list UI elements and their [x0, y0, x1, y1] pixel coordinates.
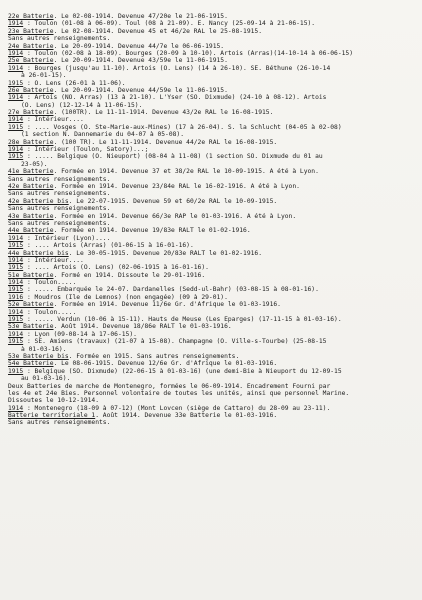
text-line [8, 131, 414, 138]
underlined-heading: 1915 [8, 264, 24, 272]
underlined-heading: 1914 [8, 146, 24, 154]
underlined-heading: 1914 [8, 404, 24, 412]
line-text: . Formée en 1914. Devenue 23/84e RAL le 16-02-1916. A été à Lyon. [53, 182, 300, 190]
text-line [8, 250, 414, 257]
line-text: Sans autres renseignements. [8, 219, 111, 227]
line-text: . Formé en 1914. Dissoute le 29-01-1916. [53, 271, 206, 279]
underlined-heading: 43e Batterie [8, 212, 54, 220]
line-text: : Toulon..... [23, 308, 77, 316]
line-text: . Le 20-09-1914. Devenue 44/59e le 11-06-1915. [53, 86, 228, 94]
line-text: . Le 20-09-1914. Devenue 44/7e le 06-06-1915. [53, 42, 225, 50]
text-line [8, 309, 414, 316]
line-text: Sans autres renseignements. [8, 190, 111, 198]
line-text: 23-05). [21, 160, 48, 168]
underlined-heading: 1914 [8, 116, 24, 124]
underlined-heading: 52e Batterie [8, 301, 54, 309]
text-line [8, 338, 414, 345]
underlined-heading: 27e Batterie [8, 109, 54, 117]
underlined-heading: 1915 [8, 367, 24, 375]
line-text: . Août 1914. Devenue 18/86e RALT le 01-03-1916. [53, 323, 232, 331]
underlined-heading: 54e Batterie [8, 360, 54, 368]
line-text: . Le 02-08-1914. Devenue 47/20e le 21-06-1915. [53, 13, 228, 20]
underlined-heading: 1915 [8, 338, 24, 346]
underlined-heading: 1914 [8, 20, 24, 28]
line-text: : O. Lens (26-01 à 11-06). [23, 79, 126, 87]
text-line [8, 360, 414, 367]
line-text: : Artois (NO. Arras) (13 à 21-10). L'Yser (SO. Dixmude) (24-10 à 08-12). Artois [23, 94, 327, 102]
text-line [8, 272, 414, 279]
line-text: . Formée en 1914. Devenue 19/83e RALT le 01-02-1916. [53, 227, 251, 235]
text-line [8, 375, 414, 382]
line-text: : Intérieur (Toulon, Satory)...; [23, 146, 149, 154]
underlined-heading: 28e Batterie [8, 138, 54, 146]
line-text: Sans autres renseignements. [8, 419, 111, 427]
line-text: : SE. Amiens (travaux) (21-07 à 15-08). Champagne (O. Ville-s-Tourbe) (25-08-15 [23, 338, 327, 346]
line-text: : Toulon (02-08 à 18-09). Bourges (20-09 à 10-10). Artois (Arras)(14-10-14 à 06-06-15) [23, 49, 353, 57]
text-line [8, 323, 414, 330]
text-line [8, 205, 414, 212]
line-text: : .... Artois (Arras) (01-06-15 à 16-01-16). [23, 242, 194, 250]
text-line [8, 139, 414, 146]
underlined-heading: 1914 [8, 279, 24, 287]
text-line [8, 301, 414, 308]
line-text: . Formée en 1915. Sans autres renseignements. [68, 352, 240, 360]
line-text: (O. Lens) (12-12-14 à 11-06-15). [21, 101, 143, 109]
underlined-heading: 1914 [8, 234, 24, 242]
text-line [8, 116, 414, 123]
line-text: : Intérieur (Lyon).... [23, 234, 111, 242]
text-line [8, 80, 414, 87]
line-text: . Le 02-08-1914. Devenue 45 et 46/2e RAL le 25-08-1915. [53, 27, 263, 35]
underlined-heading: 1915 [8, 242, 24, 250]
line-text: Deux Batteries de marche de Montenegro, formées le 06-09-1914. Encadrement Fourni par [8, 382, 331, 390]
line-text: : .... Vosges (O. Ste-Marie-aux-Mines) (17 à 26-04). S. la Schlucht (04-05 à 02-08) [23, 123, 342, 131]
underlined-heading: 22e Batterie [8, 13, 54, 20]
text-line [8, 35, 414, 42]
line-text: . Le 08-06-1915. Devenue 12/6e Gr. d'Afrique le 01-03-1916. [53, 360, 278, 368]
text-line [8, 220, 414, 227]
underlined-heading: 41e Batterie [8, 168, 54, 176]
text-line [8, 50, 414, 57]
underlined-heading: 23e Batterie [8, 27, 54, 35]
underlined-heading: 25e Batterie [8, 57, 54, 65]
text-line [8, 257, 414, 264]
line-text: les 4e et 24e Bies. Personnel volontaire de toutes les unités, ainsi que personnel Marine. [8, 389, 350, 397]
text-line [8, 13, 414, 20]
text-line [8, 183, 414, 190]
text-line [8, 20, 414, 27]
line-text: . Le 30-05-1915. Devenue 20/83e RALT le 01-02-1916. [68, 249, 263, 257]
text-line [8, 397, 414, 404]
line-text: : Moudros (Ile de Lemnos) (non engagée) (09 à 29-01). [23, 293, 228, 301]
underlined-heading: 1915 [8, 316, 24, 324]
line-text: : Belgique (SO. Dixmude) (22-06-15 à 01-03-16) (une demi-Bie à Nieuport du 12-09-15 [23, 367, 342, 375]
underlined-heading: 24e Batterie [8, 42, 54, 50]
line-text: Sans autres renseignements. [8, 175, 111, 183]
underlined-heading: 1914 [8, 49, 24, 57]
text-line [8, 235, 414, 242]
line-text: . (100 TR). Le 11-11-1914. Devenue 44/2e RAL le 16-08-1915. [53, 138, 278, 146]
underlined-heading: 1915 [8, 286, 24, 294]
line-text: . Formée en 1914. Devenue 11/6e Gr. d'Afrique le 01-03-1916. [53, 301, 281, 309]
line-text: : ..... Embarquée le 24-07. Dardanelles (Sedd-ul-Bahr) (03-08-15 à 08-01-16). [23, 286, 319, 294]
underlined-heading: 1916 [8, 293, 24, 301]
text-line [8, 412, 414, 419]
text-line [8, 94, 414, 101]
text-line [8, 279, 414, 286]
text-line [8, 198, 414, 205]
underlined-heading: 53e Batterie bis [8, 352, 69, 360]
line-text: . Formée en 1914. Devenue 37 et 38/2e RAL le 10-09-1915. A été à Lyon. [53, 168, 319, 176]
line-text: Dissoutes le 10-12-1914. [8, 397, 99, 405]
text-line [8, 331, 414, 338]
text-line [8, 146, 414, 153]
text-line [8, 213, 414, 220]
line-text: : Bourges (jusqu'au 11-10). Artois (O. Lens) (14 à 26-10). SE. Béthune (26-10-14 [23, 64, 331, 72]
text-line [8, 353, 414, 360]
line-text: : ..... Verdun (10-06 à 15-11). Hauts de Meuse (Les Eparges) (17-11-15 à 01-03-16). [23, 316, 342, 324]
text-line [8, 242, 414, 249]
underlined-heading: 1914 [8, 256, 24, 264]
underlined-heading: 42e Batterie bis [8, 197, 69, 205]
text-line [8, 190, 414, 197]
text-line [8, 264, 414, 271]
line-text: . Formée en 1914. Devenue 66/3e RAP le 01-03-1916. A été à Lyon. [53, 212, 297, 220]
text-line [8, 109, 414, 116]
line-text: : Intérieur.... [23, 116, 84, 124]
text-line [8, 316, 414, 323]
text-line [8, 368, 414, 375]
text-line [8, 390, 414, 397]
text-line [8, 294, 414, 301]
text-line [8, 57, 414, 64]
underlined-heading: 51e Batterie [8, 271, 54, 279]
text-line [8, 43, 414, 50]
text-line [8, 65, 414, 72]
text-line [8, 124, 414, 131]
text-line [8, 168, 414, 175]
underlined-heading: 26e Batterie [8, 86, 54, 94]
text-line [8, 72, 414, 79]
line-text: (1 section N. Dannemarie du 04-07 à 05-08). [21, 131, 185, 139]
underlined-heading: 1914 [8, 64, 24, 72]
text-line [8, 405, 414, 412]
line-text: . Le 22-07-1915. Devenue 59 et 60/2e RAL le 10-09-1915. [68, 197, 278, 205]
text-line [8, 176, 414, 183]
text-line [8, 87, 414, 94]
line-text: . Le 20-09-1914. Devenue 43/59e le 11-06-1915. [53, 57, 228, 65]
underlined-heading: 1914 [8, 308, 24, 316]
text-line [8, 419, 414, 426]
text-line [8, 28, 414, 35]
line-text: Sans autres renseignements. [8, 35, 111, 43]
text-line [8, 102, 414, 109]
underlined-heading: 1914 [8, 94, 24, 102]
underlined-heading: 1914 [8, 330, 24, 338]
text-line [8, 153, 414, 160]
line-text: : .... Artois (O. Lens) (02-06-1915 à 16-01-16). [23, 264, 209, 272]
underlined-heading: 42e Batterie [8, 182, 54, 190]
line-text: : Lyon (09-08-14 à 17-06-15). [23, 330, 137, 338]
underlined-heading: Batterie territoriale 1 [8, 412, 96, 420]
underlined-heading: 53e Batterie [8, 323, 54, 331]
line-text: : Toulon..... [23, 279, 77, 287]
text-line [8, 383, 414, 390]
line-text: : ..... Belgique (O. Nieuport) (08-04 à 11-08) (1 section SO. Dixmude du 01 au [23, 153, 323, 161]
line-text: . Août 1914. Devenue 33e Batterie le 01-03-1916. [95, 412, 278, 420]
line-text: : Toulon (01-08 à 06-09). Toul (08 à 21-09). E. Nancy (25-09-14 à 21-06-15). [23, 20, 316, 28]
underlined-heading: 1915 [8, 79, 24, 87]
line-text: au 01-03-16). [21, 375, 71, 383]
line-text: à 01-03-16). [21, 345, 67, 353]
line-text: . (100TR). Le 11-11-1914. Devenue 43/2e RAL le 16-08-1915. [53, 109, 274, 117]
text-line [8, 346, 414, 353]
underlined-heading: 44e Batterie bis [8, 249, 69, 257]
line-text: Sans autres renseignements. [8, 205, 111, 213]
underlined-heading: 1915 [8, 153, 24, 161]
line-text: : Intérieur.... [23, 256, 84, 264]
line-text: : Montenegro (18-09 à 07-12) (Mont Lovcen (siège de Cattaro) du 28-09 au 23-11). [23, 404, 331, 412]
text-line [8, 161, 414, 168]
underlined-heading: 1915 [8, 123, 24, 131]
underlined-heading: 44e Batterie [8, 227, 54, 235]
text-line [8, 286, 414, 293]
line-text: à 26-01-15). [21, 72, 67, 80]
text-line [8, 227, 414, 234]
